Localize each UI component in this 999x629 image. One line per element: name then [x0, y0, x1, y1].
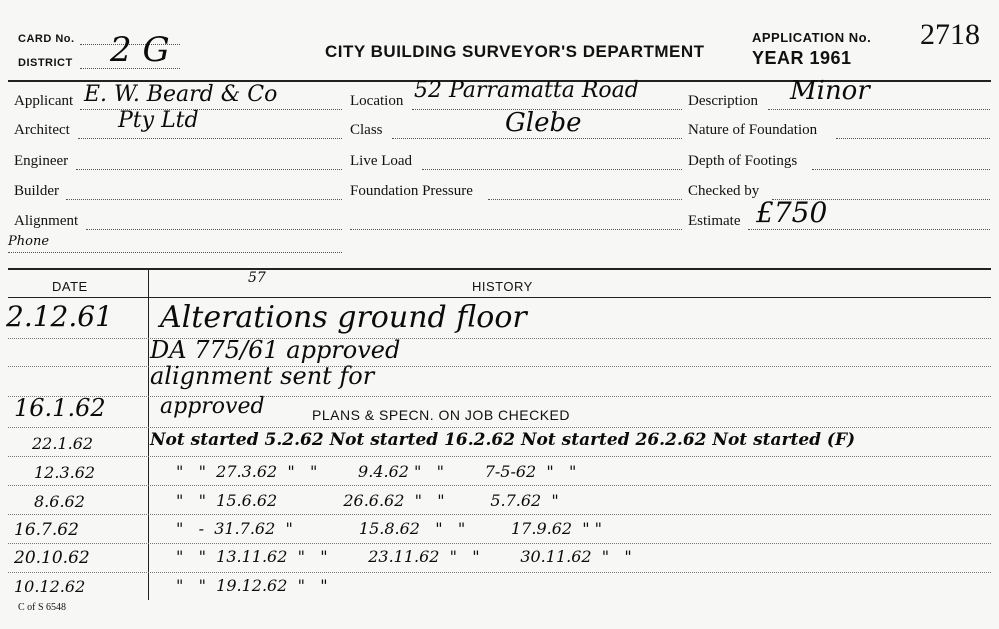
row-line — [8, 514, 991, 515]
checked-label: Checked by — [688, 183, 760, 199]
row-history: " - 31.7.62 " 15.8.62 " " 17.9.62 " " — [176, 519, 603, 538]
row-date: 22.1.62 — [32, 434, 94, 453]
row-history: " " 15.6.62 26.6.62 " " 5.7.62 " — [176, 491, 559, 510]
live-load-label: Live Load — [350, 153, 413, 169]
row-history: " " 27.3.62 " " 9.4.62 " " 7-5-62 " " — [176, 462, 577, 481]
year-label: YEAR 1961 — [752, 48, 852, 68]
foundation-pressure-line — [488, 199, 682, 200]
architect-label: Architect — [14, 122, 70, 138]
row-date: 16.7.62 — [14, 520, 79, 540]
nature-line — [836, 138, 990, 139]
plans-checked-stamp: PLANS & SPECN. ON JOB CHECKED — [312, 407, 571, 423]
builder-label: Builder — [14, 183, 59, 199]
district-label: DISTRICT — [18, 57, 73, 69]
row-line — [8, 456, 991, 457]
class-label: Class — [350, 122, 383, 138]
architect-value: Pty Ltd — [118, 108, 199, 133]
row-line — [8, 485, 991, 486]
row-history: " " 13.11.62 " " 23.11.62 " " 30.11.62 " " — [176, 547, 632, 566]
phone-line — [8, 252, 342, 253]
estimate-label: Estimate — [688, 213, 741, 229]
header-row-rule — [8, 297, 991, 298]
location-label: Location — [350, 93, 404, 109]
row-history: alignment sent for — [150, 362, 375, 390]
depth-line — [812, 169, 990, 170]
row-date: 8.6.62 — [34, 492, 85, 511]
history-note: 57 — [248, 270, 266, 286]
builder-line — [66, 199, 342, 200]
nature-label: Nature of Foundation — [688, 122, 818, 138]
row-date: 2.12.61 — [6, 300, 113, 333]
foundation-pressure-label: Foundation Pressure — [350, 183, 473, 199]
alignment-label: Alignment — [14, 213, 79, 229]
row-history: approved — [160, 394, 265, 419]
row-line — [8, 396, 991, 397]
phone-label: Phone — [8, 234, 50, 249]
row-history: Alterations ground floor — [160, 300, 527, 335]
row-date: 20.10.62 — [14, 548, 90, 568]
live-load-line — [422, 169, 682, 170]
applicant-value: E. W. Beard & Co — [84, 82, 278, 107]
middle-blank-line — [350, 229, 682, 230]
description-label: Description — [688, 93, 758, 109]
class-line — [392, 138, 682, 139]
card-no-label: CARD No. — [18, 33, 75, 45]
application-no-label: APPLICATION No. — [752, 30, 872, 45]
row-date: 12.3.62 — [34, 463, 96, 482]
row-line — [8, 427, 991, 428]
estimate-value: £750 — [756, 196, 828, 229]
engineer-label: Engineer — [14, 153, 69, 169]
row-date: 10.12.62 — [14, 577, 86, 596]
alignment-line — [86, 229, 342, 230]
class-value: Glebe — [505, 108, 582, 138]
district-value: 2 G — [110, 30, 170, 70]
applicant-label: Applicant — [14, 93, 74, 109]
date-column-divider — [148, 270, 149, 600]
description-line — [768, 109, 990, 110]
application-no-value: 2718 — [920, 18, 980, 51]
table-top-rule — [8, 268, 991, 270]
row-history: Not started 5.2.62 Not started 16.2.62 Not started 26.2.62 Not started (F) — [150, 430, 856, 450]
location-value: 52 Parramatta Road — [414, 78, 639, 103]
history-header: HISTORY — [472, 279, 533, 294]
row-line — [8, 572, 991, 573]
description-value: Minor — [790, 76, 870, 106]
engineer-line — [76, 169, 342, 170]
estimate-line — [748, 229, 990, 230]
department-title: CITY BUILDING SURVEYOR'S DEPARTMENT — [325, 42, 705, 61]
row-date: 16.1.62 — [14, 394, 106, 422]
row-history: " " 19.12.62 " " — [176, 576, 328, 595]
form-code: C of S 6548 — [18, 602, 67, 613]
architect-line — [78, 138, 342, 139]
date-header: DATE — [52, 279, 88, 294]
depth-label: Depth of Footings — [688, 153, 798, 169]
row-line — [8, 543, 991, 544]
row-history: DA 775/61 approved — [150, 336, 401, 364]
